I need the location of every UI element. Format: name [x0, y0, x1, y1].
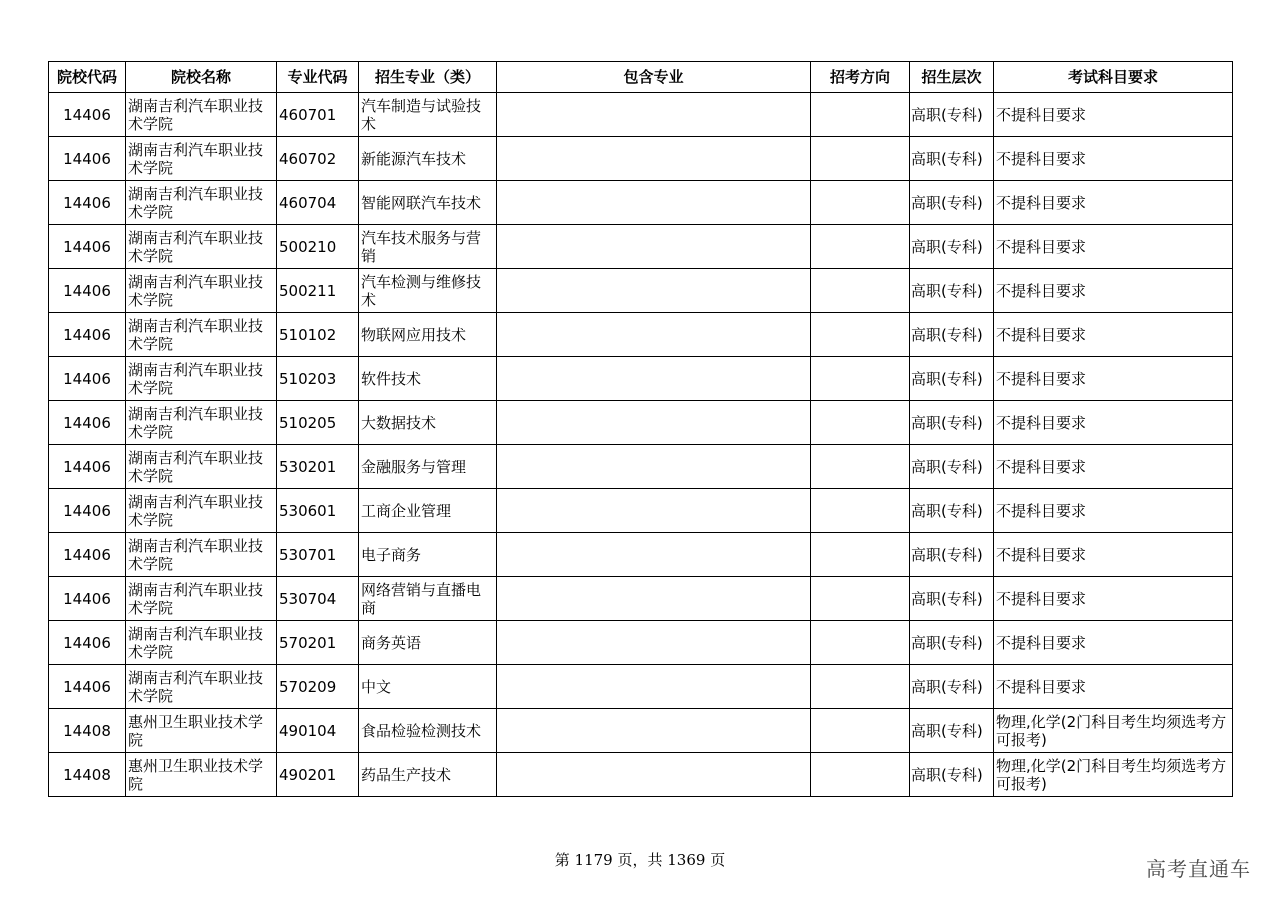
cell-subject-requirement: 不提科目要求 [994, 181, 1233, 225]
cell-major-code: 460704 [277, 181, 359, 225]
cell-included-majors [497, 577, 811, 621]
cell-major-code: 500211 [277, 269, 359, 313]
table-row [49, 269, 1233, 313]
table-row [49, 665, 1233, 709]
cell-school-code: 14406 [49, 225, 126, 269]
watermark-text: 高考直通车 [1146, 857, 1251, 881]
cell-included-majors [497, 401, 811, 445]
cell-direction [811, 577, 910, 621]
header-major-code: 专业代码 [277, 62, 359, 93]
cell-included-majors [497, 181, 811, 225]
cell-major: 汽车检测与维修技术 [359, 269, 497, 313]
cell-major-code: 510102 [277, 313, 359, 357]
cell-major-code: 460702 [277, 137, 359, 181]
cell-included-majors [497, 445, 811, 489]
cell-direction [811, 709, 910, 753]
cell-major: 大数据技术 [359, 401, 497, 445]
cell-direction [811, 93, 910, 137]
cell-school-code: 14406 [49, 313, 126, 357]
cell-major: 电子商务 [359, 533, 497, 577]
table-row [49, 489, 1233, 533]
cell-major: 商务英语 [359, 621, 497, 665]
cell-school-code: 14406 [49, 357, 126, 401]
cell-school-code: 14406 [49, 489, 126, 533]
cell-subject-requirement: 不提科目要求 [994, 577, 1233, 621]
cell-major: 智能网联汽车技术 [359, 181, 497, 225]
cell-school-code: 14406 [49, 577, 126, 621]
cell-direction [811, 357, 910, 401]
cell-direction [811, 489, 910, 533]
header-row [49, 62, 1233, 93]
cell-level: 高职(专科) [910, 533, 994, 577]
cell-major: 汽车技术服务与营销 [359, 225, 497, 269]
cell-included-majors [497, 357, 811, 401]
cell-major-code: 460701 [277, 93, 359, 137]
cell-direction [811, 533, 910, 577]
table-body [49, 93, 1233, 797]
cell-school-name: 湖南吉利汽车职业技术学院 [126, 533, 277, 577]
cell-level: 高职(专科) [910, 313, 994, 357]
cell-school-code: 14406 [49, 621, 126, 665]
cell-subject-requirement: 不提科目要求 [994, 445, 1233, 489]
cell-major-code: 530701 [277, 533, 359, 577]
cell-level: 高职(专科) [910, 753, 994, 797]
cell-level: 高职(专科) [910, 93, 994, 137]
cell-major-code: 510205 [277, 401, 359, 445]
cell-major-code: 500210 [277, 225, 359, 269]
cell-major: 网络营销与直播电商 [359, 577, 497, 621]
cell-included-majors [497, 93, 811, 137]
cell-major-code: 570209 [277, 665, 359, 709]
cell-school-code: 14406 [49, 93, 126, 137]
cell-included-majors [497, 621, 811, 665]
cell-level: 高职(专科) [910, 357, 994, 401]
table-row [49, 401, 1233, 445]
cell-direction [811, 665, 910, 709]
cell-included-majors [497, 313, 811, 357]
cell-major-code: 530601 [277, 489, 359, 533]
cell-school-code: 14406 [49, 269, 126, 313]
cell-level: 高职(专科) [910, 665, 994, 709]
cell-major-code: 530704 [277, 577, 359, 621]
cell-subject-requirement: 不提科目要求 [994, 93, 1233, 137]
cell-subject-requirement: 物理,化学(2门科目考生均须选考方可报考) [994, 753, 1233, 797]
table-row [49, 533, 1233, 577]
cell-school-name: 惠州卫生职业技术学院 [126, 753, 277, 797]
table-row [49, 753, 1233, 797]
cell-school-name: 湖南吉利汽车职业技术学院 [126, 401, 277, 445]
table-row [49, 577, 1233, 621]
cell-school-code: 14408 [49, 709, 126, 753]
cell-subject-requirement: 不提科目要求 [994, 269, 1233, 313]
cell-direction [811, 225, 910, 269]
cell-direction [811, 181, 910, 225]
cell-school-name: 湖南吉利汽车职业技术学院 [126, 489, 277, 533]
cell-subject-requirement: 不提科目要求 [994, 313, 1233, 357]
cell-direction [811, 269, 910, 313]
cell-subject-requirement: 不提科目要求 [994, 401, 1233, 445]
cell-school-code: 14406 [49, 665, 126, 709]
cell-major: 工商企业管理 [359, 489, 497, 533]
cell-direction [811, 445, 910, 489]
cell-major: 新能源汽车技术 [359, 137, 497, 181]
cell-school-code: 14406 [49, 137, 126, 181]
cell-subject-requirement: 物理,化学(2门科目考生均须选考方可报考) [994, 709, 1233, 753]
cell-level: 高职(专科) [910, 137, 994, 181]
cell-level: 高职(专科) [910, 181, 994, 225]
cell-major: 软件技术 [359, 357, 497, 401]
cell-major: 中文 [359, 665, 497, 709]
header-school-name: 院校名称 [126, 62, 277, 93]
cell-included-majors [497, 709, 811, 753]
cell-included-majors [497, 269, 811, 313]
cell-major: 药品生产技术 [359, 753, 497, 797]
cell-direction [811, 137, 910, 181]
cell-level: 高职(专科) [910, 225, 994, 269]
cell-level: 高职(专科) [910, 269, 994, 313]
table-row [49, 357, 1233, 401]
cell-school-code: 14406 [49, 533, 126, 577]
table-row [49, 137, 1233, 181]
cell-level: 高职(专科) [910, 621, 994, 665]
header-subject-requirement: 考试科目要求 [994, 62, 1233, 93]
header-level: 招生层次 [910, 62, 994, 93]
cell-school-name: 湖南吉利汽车职业技术学院 [126, 225, 277, 269]
table-row [49, 445, 1233, 489]
cell-direction [811, 401, 910, 445]
cell-school-name: 湖南吉利汽车职业技术学院 [126, 181, 277, 225]
cell-major: 食品检验检测技术 [359, 709, 497, 753]
table-row [49, 313, 1233, 357]
table-row [49, 621, 1233, 665]
cell-major-code: 490104 [277, 709, 359, 753]
cell-school-name: 湖南吉利汽车职业技术学院 [126, 621, 277, 665]
cell-school-name: 湖南吉利汽车职业技术学院 [126, 445, 277, 489]
cell-level: 高职(专科) [910, 577, 994, 621]
page-number: 第 1179 页，共 1369 页 [554, 851, 726, 869]
header-direction: 招考方向 [811, 62, 910, 93]
cell-direction [811, 621, 910, 665]
cell-school-name: 湖南吉利汽车职业技术学院 [126, 137, 277, 181]
cell-included-majors [497, 489, 811, 533]
cell-school-code: 14406 [49, 445, 126, 489]
cell-school-code: 14408 [49, 753, 126, 797]
cell-school-name: 湖南吉利汽车职业技术学院 [126, 665, 277, 709]
cell-school-name: 湖南吉利汽车职业技术学院 [126, 577, 277, 621]
cell-major-code: 490201 [277, 753, 359, 797]
cell-level: 高职(专科) [910, 401, 994, 445]
cell-major-code: 510203 [277, 357, 359, 401]
cell-included-majors [497, 753, 811, 797]
cell-subject-requirement: 不提科目要求 [994, 665, 1233, 709]
table-row [49, 181, 1233, 225]
cell-direction [811, 753, 910, 797]
cell-school-name: 湖南吉利汽车职业技术学院 [126, 93, 277, 137]
table-row [49, 93, 1233, 137]
cell-school-name: 湖南吉利汽车职业技术学院 [126, 269, 277, 313]
cell-subject-requirement: 不提科目要求 [994, 137, 1233, 181]
table-row [49, 225, 1233, 269]
cell-subject-requirement: 不提科目要求 [994, 621, 1233, 665]
cell-included-majors [497, 665, 811, 709]
cell-major-code: 530201 [277, 445, 359, 489]
cell-included-majors [497, 137, 811, 181]
cell-school-code: 14406 [49, 401, 126, 445]
table-row [49, 709, 1233, 753]
cell-subject-requirement: 不提科目要求 [994, 533, 1233, 577]
cell-school-name: 湖南吉利汽车职业技术学院 [126, 357, 277, 401]
cell-school-name: 惠州卫生职业技术学院 [126, 709, 277, 753]
cell-subject-requirement: 不提科目要求 [994, 489, 1233, 533]
cell-level: 高职(专科) [910, 709, 994, 753]
cell-direction [811, 313, 910, 357]
cell-school-code: 14406 [49, 181, 126, 225]
admission-table [48, 61, 1233, 797]
cell-level: 高职(专科) [910, 489, 994, 533]
cell-included-majors [497, 225, 811, 269]
header-major: 招生专业（类） [359, 62, 497, 93]
cell-level: 高职(专科) [910, 445, 994, 489]
header-included-majors: 包含专业 [497, 62, 811, 93]
cell-major-code: 570201 [277, 621, 359, 665]
cell-major: 汽车制造与试验技术 [359, 93, 497, 137]
cell-subject-requirement: 不提科目要求 [994, 225, 1233, 269]
cell-included-majors [497, 533, 811, 577]
cell-major: 金融服务与管理 [359, 445, 497, 489]
cell-school-name: 湖南吉利汽车职业技术学院 [126, 313, 277, 357]
header-school-code: 院校代码 [49, 62, 126, 93]
cell-major: 物联网应用技术 [359, 313, 497, 357]
cell-subject-requirement: 不提科目要求 [994, 357, 1233, 401]
